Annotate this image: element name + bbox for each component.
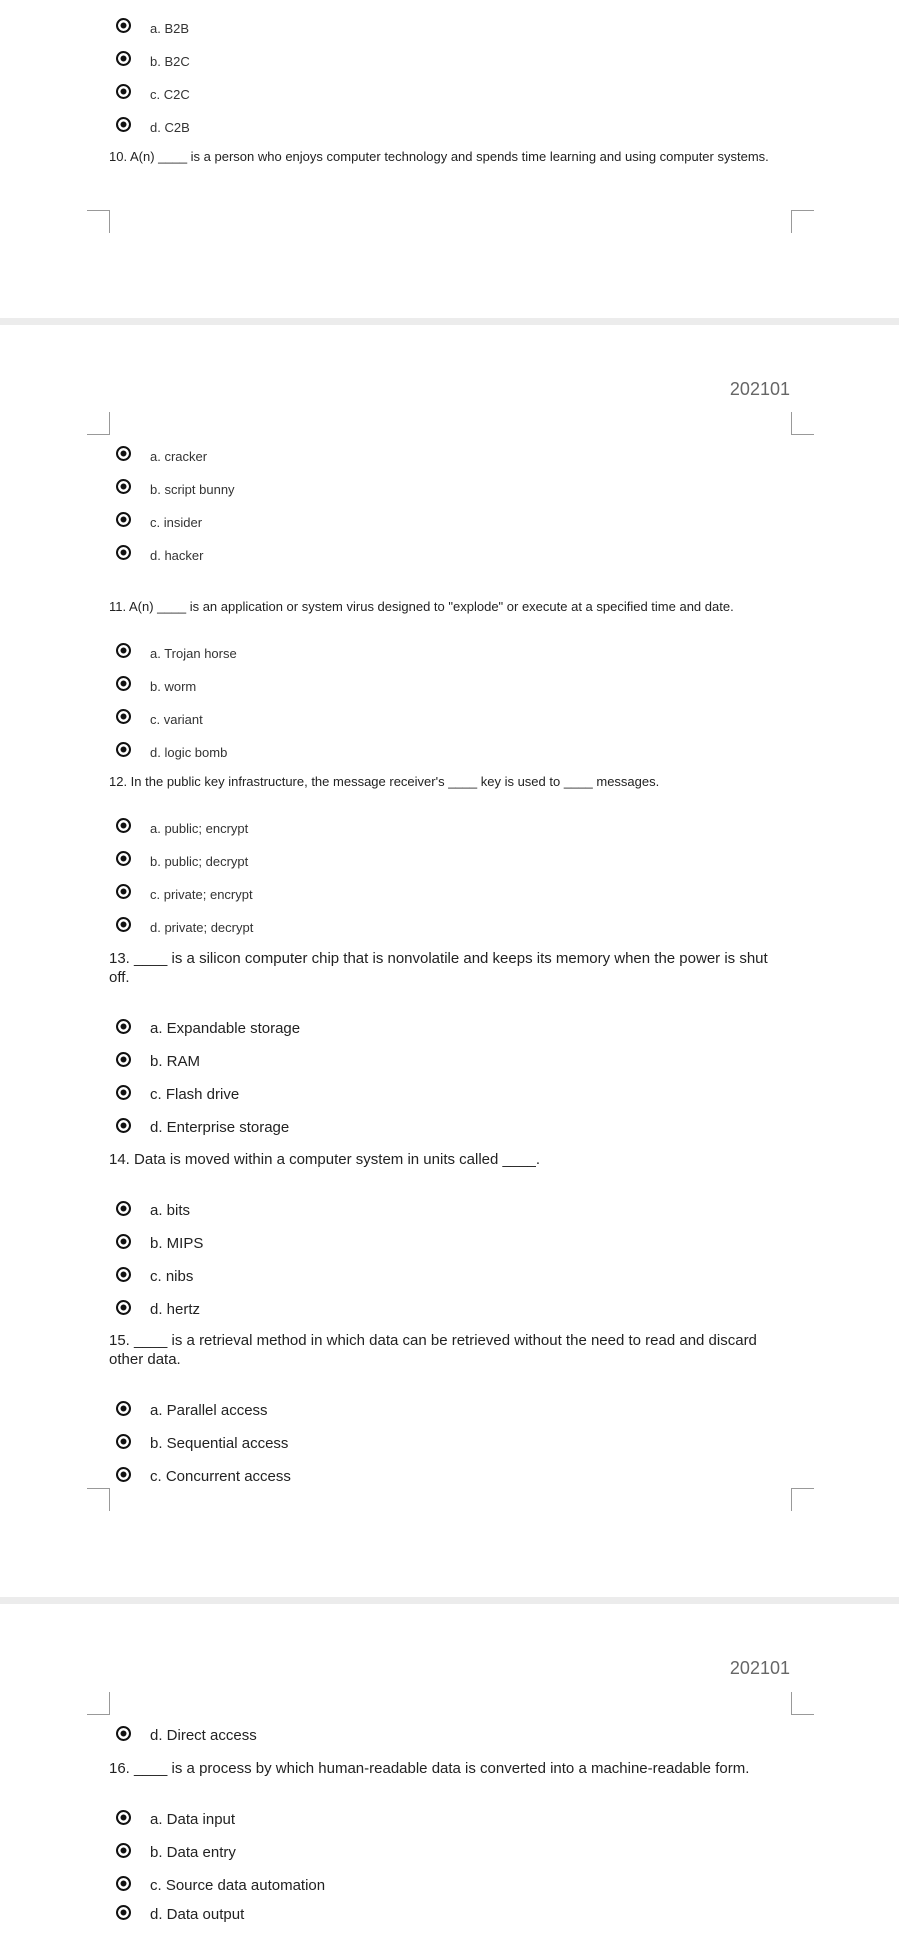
option-q9-c[interactable]: c. C2C [0, 90, 899, 114]
option-q14-b[interactable]: b. MIPS [0, 1240, 899, 1264]
option-q10-b[interactable]: b. script bunny [0, 485, 899, 509]
radio-icon[interactable] [116, 446, 131, 461]
option-q15-c[interactable]: c. Concurrent access [0, 1473, 899, 1497]
option-q13-d[interactable]: d. Enterprise storage [0, 1124, 899, 1148]
crop-mark [87, 1692, 110, 1715]
radio-icon[interactable] [116, 1201, 131, 1216]
radio-icon[interactable] [116, 1300, 131, 1315]
radio-icon[interactable] [116, 51, 131, 66]
option-q10-d[interactable]: d. hacker [0, 551, 899, 575]
radio-icon[interactable] [116, 1434, 131, 1449]
crop-mark [791, 1692, 814, 1715]
radio-icon[interactable] [116, 742, 131, 757]
page-number: 202101 [729, 1658, 790, 1678]
option-q9-a[interactable]: a. B2B [0, 24, 899, 48]
radio-icon[interactable] [116, 709, 131, 724]
question-14: 14. Data is moved within a computer system in units called ____. [109, 1151, 541, 1168]
option-q11-c[interactable]: c. variant [0, 715, 899, 739]
page-separator [0, 1597, 899, 1604]
radio-icon[interactable] [116, 1118, 131, 1133]
option-q16-c[interactable]: c. Source data automation [0, 1882, 899, 1906]
radio-icon[interactable] [116, 1467, 131, 1482]
option-q16-d[interactable]: d. Data output [0, 1911, 899, 1935]
radio-icon[interactable] [116, 884, 131, 899]
radio-icon[interactable] [116, 1401, 131, 1416]
option-q15-d[interactable]: d. Direct access [0, 1732, 899, 1756]
question-10: 10. A(n) ____ is a person who enjoys computer technology and spends time learning and using computer systems. [109, 149, 769, 164]
radio-icon[interactable] [116, 1085, 131, 1100]
option-q12-d[interactable]: d. private; decrypt [0, 923, 899, 947]
crop-mark [791, 210, 814, 233]
radio-icon[interactable] [116, 18, 131, 33]
question-13: 13. ____ is a silicon computer chip that is nonvolatile and keeps its memory when the power is shut off. [109, 950, 768, 986]
radio-icon[interactable] [116, 117, 131, 132]
radio-icon[interactable] [116, 1052, 131, 1067]
question-11: 11. A(n) ____ is an application or system virus designed to "explode" or execute at a specified time and date. [109, 599, 734, 614]
option-q13-c[interactable]: c. Flash drive [0, 1091, 899, 1115]
option-q13-a[interactable]: a. Expandable storage [0, 1025, 899, 1049]
option-q13-b[interactable]: b. RAM [0, 1058, 899, 1082]
option-q16-a[interactable]: a. Data input [0, 1816, 899, 1840]
radio-icon[interactable] [116, 84, 131, 99]
page-separator [0, 318, 899, 325]
option-q10-a[interactable]: a. cracker [0, 452, 899, 476]
option-q11-d[interactable]: d. logic bomb [0, 748, 899, 772]
radio-icon[interactable] [116, 917, 131, 932]
option-q14-d[interactable]: d. hertz [0, 1306, 899, 1330]
option-q11-a[interactable]: a. Trojan horse [0, 649, 899, 673]
radio-icon[interactable] [116, 512, 131, 527]
crop-mark [87, 412, 110, 435]
page-number: 202101 [729, 379, 790, 399]
radio-icon[interactable] [116, 1876, 131, 1891]
option-q14-c[interactable]: c. nibs [0, 1273, 899, 1297]
option-q12-b[interactable]: b. public; decrypt [0, 857, 899, 881]
radio-icon[interactable] [116, 1234, 131, 1249]
radio-icon[interactable] [116, 1726, 131, 1741]
radio-icon[interactable] [116, 818, 131, 833]
radio-icon[interactable] [116, 1267, 131, 1282]
radio-icon[interactable] [116, 1019, 131, 1034]
option-q10-c[interactable]: c. insider [0, 518, 899, 542]
option-q12-a[interactable]: a. public; encrypt [0, 824, 899, 848]
radio-icon[interactable] [116, 676, 131, 691]
radio-icon[interactable] [116, 545, 131, 560]
option-q15-b[interactable]: b. Sequential access [0, 1440, 899, 1464]
option-q9-d[interactable]: d. C2B [0, 123, 899, 147]
radio-icon[interactable] [116, 1810, 131, 1825]
option-q15-a[interactable]: a. Parallel access [0, 1407, 899, 1431]
radio-icon[interactable] [116, 1905, 131, 1920]
crop-mark [791, 412, 814, 435]
option-q11-b[interactable]: b. worm [0, 682, 899, 706]
option-q12-c[interactable]: c. private; encrypt [0, 890, 899, 914]
radio-icon[interactable] [116, 479, 131, 494]
crop-mark [791, 1488, 814, 1511]
radio-icon[interactable] [116, 643, 131, 658]
crop-mark [87, 210, 110, 233]
question-15: 15. ____ is a retrieval method in which data can be retrieved without the need to read and discard other data. [109, 1332, 757, 1368]
radio-icon[interactable] [116, 1843, 131, 1858]
option-q9-b[interactable]: b. B2C [0, 57, 899, 81]
crop-mark [87, 1488, 110, 1511]
radio-icon[interactable] [116, 851, 131, 866]
option-q14-a[interactable]: a. bits [0, 1207, 899, 1231]
question-12: 12. In the public key infrastructure, the message receiver's ____ key is used to ____ messages. [109, 774, 660, 789]
option-q16-b[interactable]: b. Data entry [0, 1849, 899, 1873]
question-16: 16. ____ is a process by which human-readable data is converted into a machine-readable form. [109, 1760, 750, 1777]
